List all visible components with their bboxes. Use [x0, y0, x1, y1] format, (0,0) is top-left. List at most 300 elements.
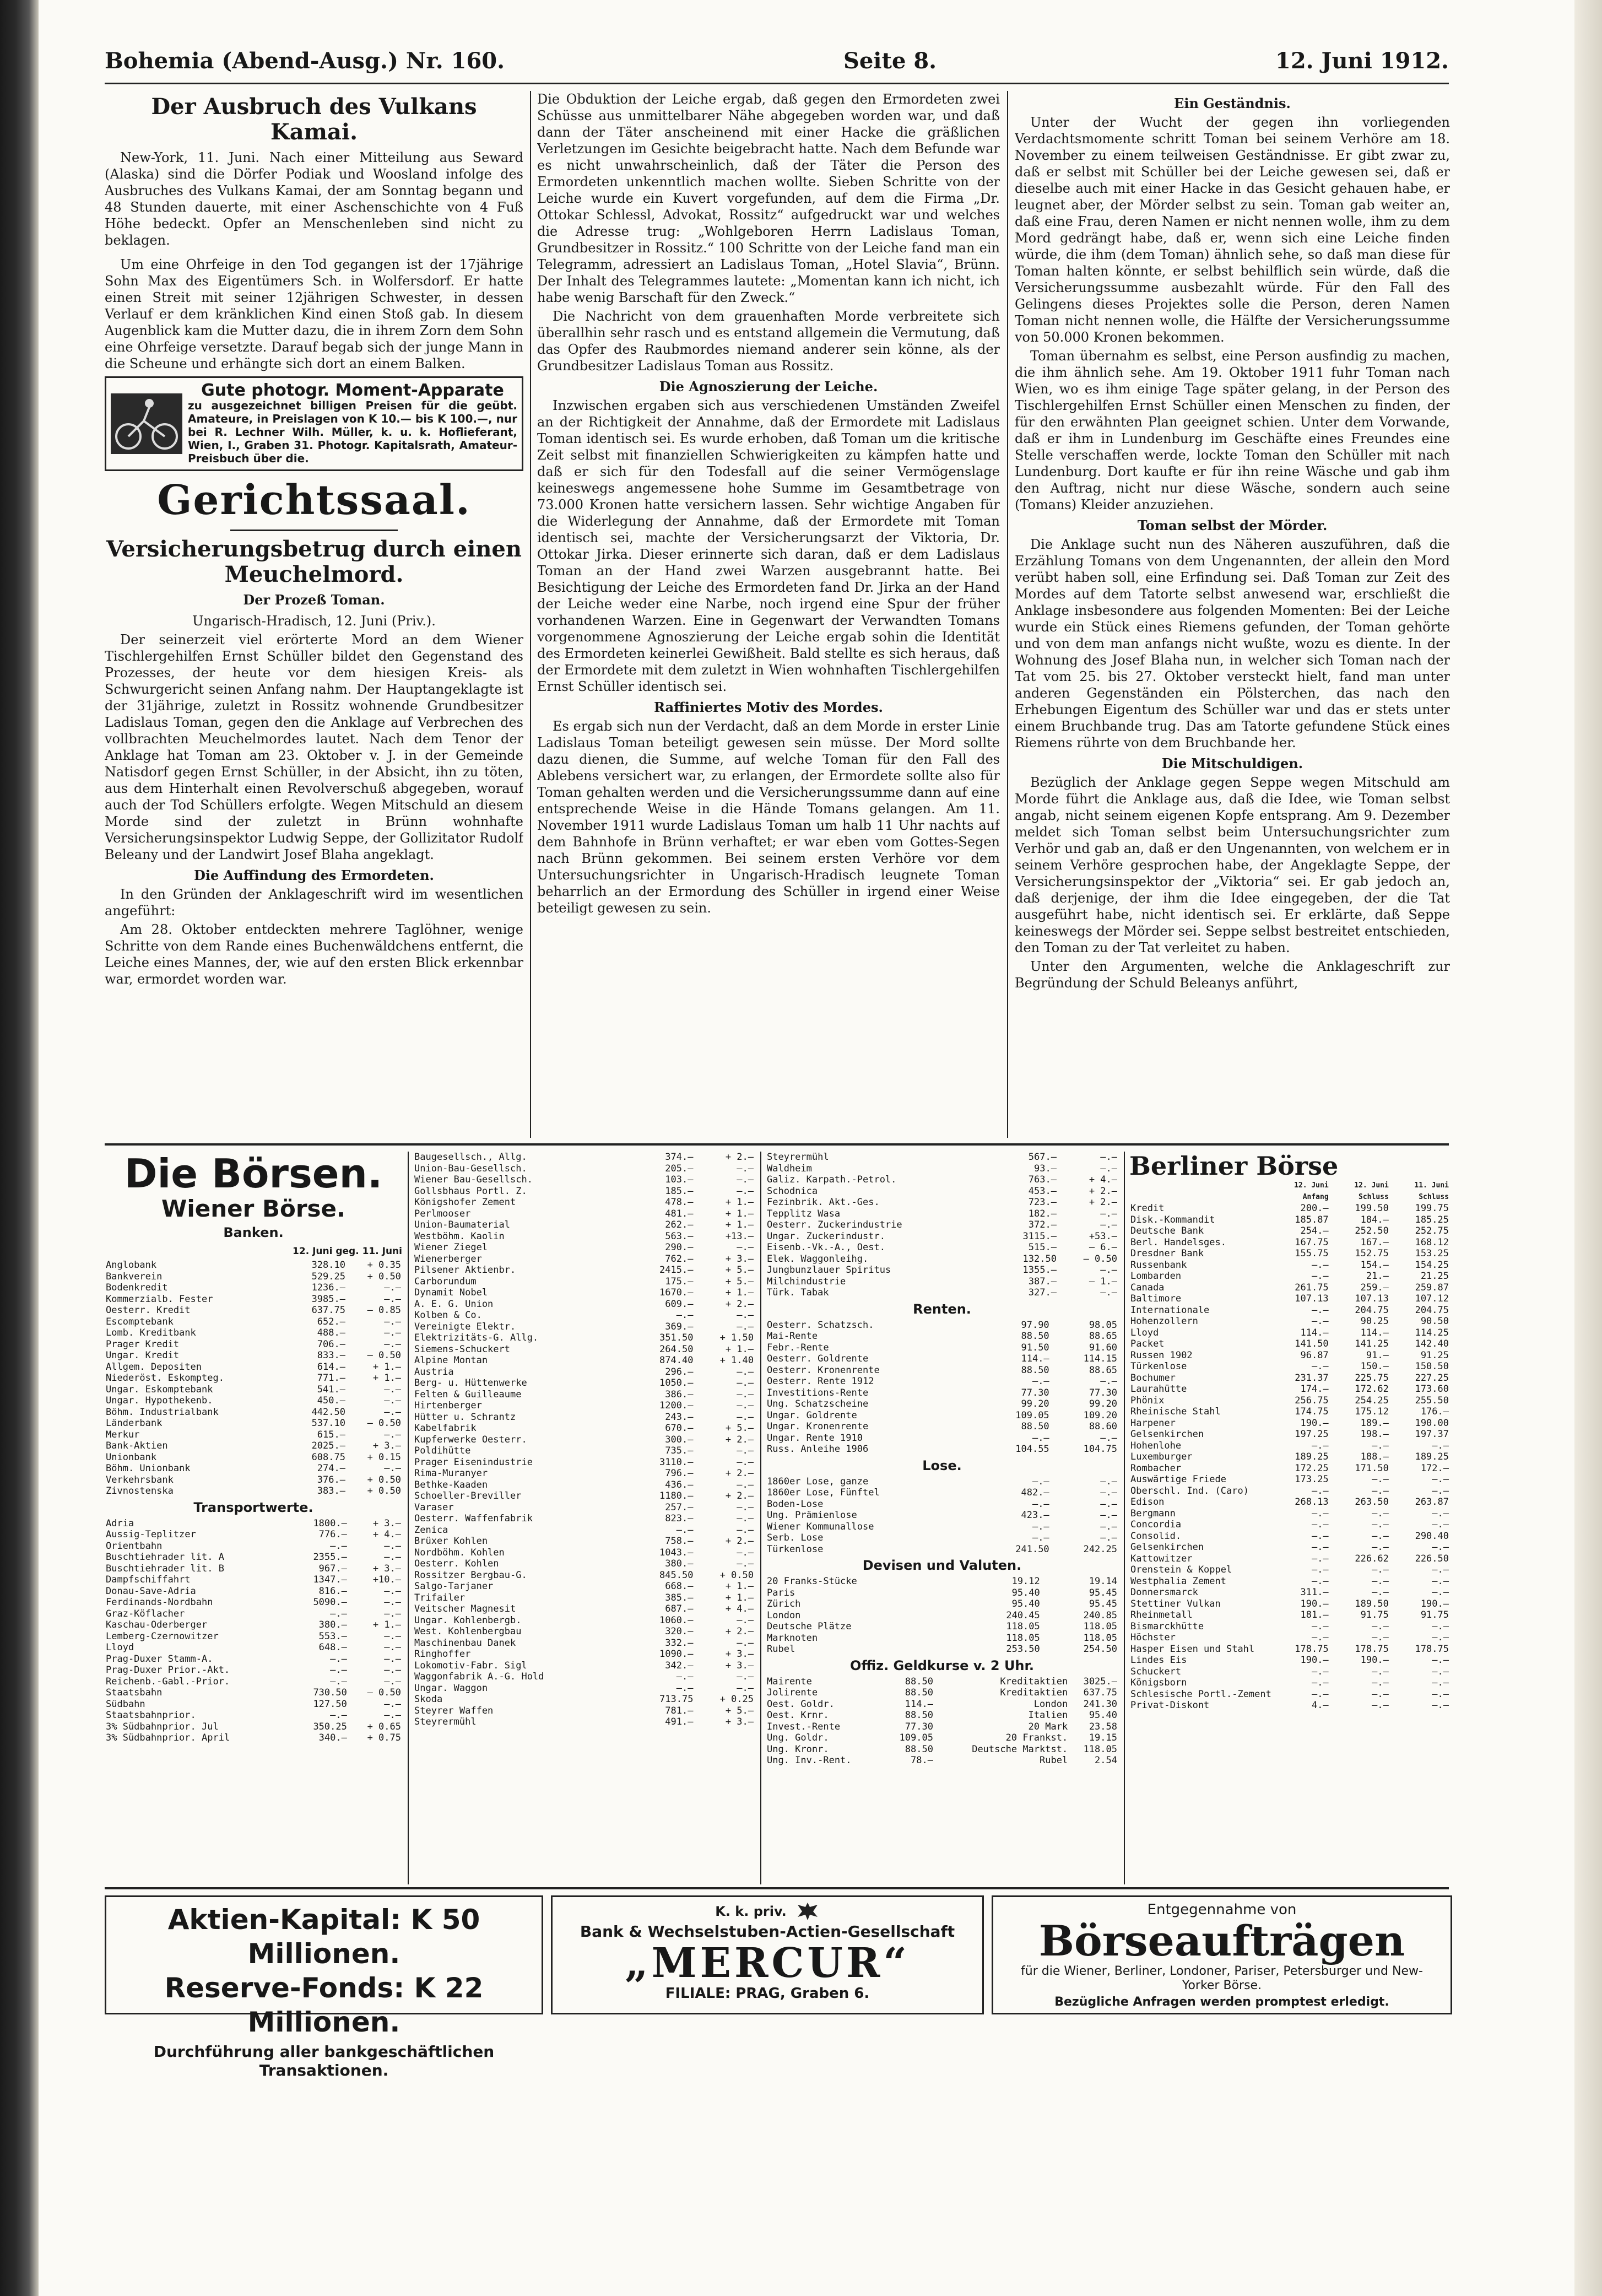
- table-row: [413, 1400, 755, 1412]
- table-row: [413, 1434, 755, 1446]
- table-row: [413, 1457, 755, 1468]
- berlin-exchange-title: Berliner Börse: [1129, 1152, 1339, 1181]
- table-row: [413, 1581, 755, 1592]
- security-name: A. E. G. Union: [414, 1298, 494, 1310]
- table-row: [1129, 1237, 1450, 1249]
- security-value: —.—: [737, 1400, 754, 1411]
- table-row: [1129, 1485, 1450, 1497]
- security-value: 91.75: [1420, 1609, 1449, 1620]
- security-name: Alpine Montan: [414, 1355, 488, 1366]
- security-name: Hütter u. Schrantz: [414, 1411, 516, 1423]
- security-name: Lokomotiv-Fabr. Sigl: [414, 1660, 527, 1671]
- column-3: [1015, 91, 1450, 1138]
- security-name: West. Kohlenbergbau: [414, 1626, 522, 1637]
- table-row: [766, 1510, 1118, 1521]
- security-name: Königsborn: [1130, 1677, 1187, 1688]
- security-value: 713.75: [659, 1694, 694, 1705]
- security-value: —.—: [1311, 1564, 1329, 1575]
- security-name: Rubel: [767, 1644, 795, 1655]
- security-value: —.—: [1100, 1287, 1117, 1298]
- table-row: [1129, 1451, 1450, 1463]
- security-value: 20 Frankst.: [1005, 1732, 1068, 1743]
- security-name: Zenica: [414, 1524, 448, 1536]
- security-value: + 3.—: [725, 1716, 754, 1727]
- security-value: 241.50: [1015, 1543, 1049, 1555]
- table-row: [413, 1163, 755, 1175]
- security-value: 104.75: [1083, 1444, 1117, 1455]
- table-row: [1129, 1700, 1450, 1711]
- security-value: 99.20: [1089, 1398, 1117, 1409]
- camera-ad-text: zu ausgezeichnet billigen Preisen für die geübt. Amateure, in Preislagen von K 10.— bis K 100.—, nur bei R. Lechner Wilh. Müller, k. u. k. Hoflieferant, Wien, I., Graben 31. Photogr. Kapitalsrath, Amateur-Preisbuch über die.: [188, 399, 517, 465]
- security-value: 762.—: [665, 1253, 694, 1265]
- security-value: 255.50: [1415, 1395, 1449, 1406]
- security-value: 185.87: [1295, 1214, 1329, 1225]
- security-value: 114.—: [1021, 1353, 1049, 1364]
- security-value: 311.—: [1300, 1587, 1329, 1598]
- security-value: 340.—: [318, 1732, 347, 1743]
- security-value: 197.37: [1415, 1429, 1449, 1440]
- security-value: London: [1033, 1698, 1068, 1710]
- security-value: 78.—: [910, 1755, 933, 1766]
- security-name: Bodenkredit: [106, 1282, 168, 1293]
- security-name: Carborundum: [414, 1276, 477, 1287]
- security-value: —.—: [1372, 1564, 1389, 1575]
- table-row: [1129, 1214, 1450, 1226]
- security-value: 103.—: [665, 1174, 694, 1185]
- security-value: —.—: [1432, 1508, 1449, 1519]
- security-value: 150.—: [1360, 1361, 1389, 1372]
- security-value: + 0.50: [719, 1569, 754, 1581]
- table-row: [1129, 1271, 1450, 1282]
- table-row: [413, 1231, 755, 1242]
- article-paragraph: Toman übernahm es selbst, eine Person ausfindig zu machen, die ihm ähnlich sehe. Am 19. Oktober 1911 fuhr Toman nach Wien, wo es ihm einige Tage später gelang, in der Person des Tischlergehilfen Ernst Schüller einen Menschen zu finden, der für den erwähnten Plan geeignet schien. Unter dem Vorwande, daß er ihm in Lundenburg im Geschäfte eines Freundes eine Stelle verschaffen werde, lockte Toman den Schüller mit nach Lundenburg. Dort kaufte er für ihn reine Wäsche und gab ihm den Auftrag, nicht nur diese Wäsche, sondern auch seine (Tomans) Kleider anzuziehen.: [1015, 348, 1450, 512]
- security-value: 652.—: [317, 1316, 345, 1327]
- security-name: Russen 1902: [1130, 1349, 1193, 1361]
- column-rule: [760, 1152, 761, 1884]
- security-value: 385.—: [665, 1592, 694, 1603]
- security-value: —.—: [737, 1547, 754, 1558]
- security-value: 107.12: [1415, 1293, 1449, 1304]
- table-row: [1129, 1576, 1450, 1587]
- security-name: Varaser: [414, 1501, 454, 1513]
- table-row: [766, 1755, 1118, 1766]
- security-value: 342.—: [665, 1660, 694, 1671]
- security-value: —.—: [1311, 1508, 1329, 1519]
- security-name: Lemberg-Czernowitzer: [106, 1630, 219, 1642]
- security-value: 567.—: [1028, 1152, 1057, 1163]
- security-name: Berl. Handelsges.: [1130, 1236, 1226, 1248]
- security-value: 167.—: [1360, 1236, 1389, 1248]
- security-value: 380.—: [318, 1619, 347, 1630]
- security-name: Elektrizitäts-G. Allg.: [414, 1332, 539, 1343]
- table-row: [766, 1398, 1118, 1410]
- security-name: Russ. Anleihe 1906: [767, 1444, 869, 1455]
- security-value: —.—: [737, 1366, 754, 1377]
- security-value: 185.—: [665, 1185, 694, 1197]
- table-row: [766, 1287, 1118, 1299]
- header-issue: Bohemia (Abend-Ausg.) Nr. 160.: [105, 47, 505, 74]
- table-row: [766, 1487, 1118, 1499]
- security-name: Dynamit Nobel: [414, 1287, 488, 1298]
- table-row: [413, 1412, 755, 1423]
- security-value: —.—: [1311, 1485, 1329, 1497]
- security-name: Bochumer: [1130, 1372, 1176, 1384]
- security-name: Oesterr. Kohlen: [414, 1558, 499, 1569]
- section-rule: [105, 1887, 1449, 1889]
- security-value: 88.50: [905, 1687, 933, 1698]
- table-row: [105, 1463, 402, 1474]
- table-row: [413, 1310, 755, 1321]
- security-value: 150.50: [1415, 1361, 1449, 1372]
- security-value: 189.25: [1415, 1451, 1449, 1462]
- table-row: [105, 1452, 402, 1463]
- security-value: +10.—: [372, 1574, 401, 1585]
- security-value: + 5.—: [725, 1705, 754, 1716]
- vienna-exchange-title: Wiener Börse.: [161, 1195, 345, 1222]
- security-value: —.—: [384, 1338, 401, 1350]
- security-name: Rheinische Stahl: [1130, 1406, 1221, 1417]
- boerse-column-4: [1129, 1152, 1450, 1884]
- table-row: [1129, 1225, 1450, 1237]
- table-row: [1129, 1350, 1450, 1362]
- table-row: [766, 1544, 1118, 1555]
- security-name: Niederöst. Eskompteg.: [106, 1373, 224, 1384]
- table-row: [105, 1597, 402, 1608]
- table-row: [413, 1615, 755, 1627]
- security-value: 189.50: [1355, 1598, 1389, 1609]
- security-name: Mai-Rente: [767, 1331, 818, 1342]
- security-value: 670.—: [665, 1423, 694, 1434]
- security-value: 188.—: [1360, 1451, 1389, 1462]
- security-value: —.—: [384, 1327, 401, 1338]
- security-value: 155.75: [1295, 1248, 1329, 1259]
- table-row: [1129, 1395, 1450, 1407]
- security-value: + 4.—: [372, 1529, 401, 1540]
- security-value: 274.—: [317, 1463, 345, 1474]
- table-row: [413, 1570, 755, 1581]
- security-name: Westböhm. Kaolin: [414, 1230, 505, 1242]
- security-value: —.—: [384, 1653, 401, 1665]
- security-value: 241.30: [1083, 1698, 1117, 1710]
- security-value: —.—: [1432, 1587, 1449, 1598]
- table-row: [413, 1423, 755, 1434]
- security-name: Ungar. Kohlenbergb.: [414, 1614, 522, 1626]
- security-value: + 1.—: [725, 1219, 754, 1230]
- security-value: 96.87: [1300, 1349, 1329, 1361]
- security-name: Orenstein & Koppel: [1130, 1564, 1232, 1575]
- security-value: 153.25: [1415, 1248, 1449, 1259]
- security-name: Felten & Guilleaume: [414, 1389, 522, 1400]
- security-name: Oesterr. Rente 1912: [767, 1376, 874, 1387]
- security-value: 1043.—: [659, 1547, 694, 1558]
- security-name: Consolid.: [1130, 1530, 1182, 1542]
- table-row: [105, 1429, 402, 1441]
- table-row: [105, 1676, 402, 1688]
- table-row: [105, 1574, 402, 1586]
- table-row: [1129, 1248, 1450, 1260]
- article-heading-insurance-fraud: Versicherungsbetrug durch einen Meuchelmord.: [106, 536, 522, 587]
- official-rates-table: [766, 1676, 1118, 1766]
- security-value: + 2.—: [1089, 1185, 1117, 1197]
- security-value: 488.—: [317, 1327, 345, 1338]
- security-value: —.—: [384, 1282, 401, 1293]
- table-row: [413, 1479, 755, 1491]
- security-name: Ung. Goldr.: [767, 1732, 829, 1743]
- security-value: —.—: [1311, 1553, 1329, 1564]
- table-row: [413, 1513, 755, 1525]
- security-value: 776.—: [318, 1529, 347, 1540]
- security-value: —.—: [1100, 1208, 1117, 1219]
- security-name: Lombarden: [1130, 1271, 1182, 1282]
- security-name: Pilsener Aktienbr.: [414, 1265, 516, 1276]
- security-name: Berg- u. Hüttenwerke: [414, 1377, 527, 1389]
- security-value: —.—: [1100, 1376, 1117, 1387]
- security-value: 254.25: [1355, 1395, 1389, 1406]
- table-row: [766, 1687, 1118, 1699]
- security-name: Marknoten: [767, 1632, 818, 1644]
- security-value: —.—: [384, 1316, 401, 1327]
- security-name: Orientbahn: [106, 1540, 163, 1552]
- security-value: 263.50: [1355, 1497, 1389, 1508]
- security-name: Reichenb.-Gabl.-Prior.: [106, 1676, 230, 1687]
- security-value: + 5.—: [725, 1423, 754, 1434]
- security-name: Ung. Inv.-Rent.: [767, 1755, 852, 1766]
- security-name: 20 Franks-Stücke: [767, 1576, 857, 1587]
- orders-ad-note: Bezügliche Anfragen werden promptest erledigt.: [1054, 1995, 1389, 2009]
- security-value: 231.37: [1295, 1372, 1329, 1384]
- security-value: Italien: [1028, 1710, 1068, 1721]
- security-value: 383.—: [317, 1485, 345, 1497]
- security-value: 190.—: [1300, 1598, 1329, 1609]
- security-name: Gollsbhaus Portl. Z.: [414, 1185, 527, 1197]
- table-row: [1129, 1282, 1450, 1294]
- security-value: + 2.—: [725, 1468, 754, 1479]
- security-value: 320.—: [665, 1626, 694, 1637]
- security-name: Kaschau-Oderberger: [106, 1619, 208, 1630]
- security-value: 190.—: [1420, 1598, 1449, 1609]
- table-row: [413, 1558, 755, 1570]
- security-value: 21.25: [1420, 1271, 1449, 1282]
- table-row: [766, 1254, 1118, 1265]
- table-row: [105, 1699, 402, 1710]
- security-value: —.—: [1372, 1688, 1389, 1700]
- table-row: [766, 1174, 1118, 1186]
- table-row: [766, 1152, 1118, 1163]
- security-name: Fezinbrik. Akt.-Ges.: [767, 1197, 880, 1208]
- security-value: 478.—: [665, 1197, 694, 1208]
- security-value: —.—: [1432, 1677, 1449, 1688]
- security-value: 104.55: [1015, 1444, 1049, 1455]
- table-row: [766, 1721, 1118, 1733]
- security-name: Kabelfabrik: [414, 1423, 477, 1434]
- table-row: [413, 1197, 755, 1208]
- security-value: 204.75: [1355, 1304, 1389, 1316]
- security-value: 268.13: [1295, 1497, 1329, 1508]
- security-value: 107.13: [1295, 1293, 1329, 1304]
- security-name: Buschtiehrader lit. A: [106, 1552, 224, 1563]
- security-name: Prager Eisenindustrie: [414, 1456, 533, 1468]
- security-value: 257.—: [665, 1501, 694, 1513]
- security-value: 95.45: [1089, 1598, 1117, 1609]
- industrial-stocks-table-2: [766, 1152, 1118, 1299]
- security-name: Paris: [767, 1587, 795, 1598]
- security-value: —.—: [1432, 1700, 1449, 1711]
- security-name: Wienerberger: [414, 1253, 482, 1265]
- security-value: 88.50: [1021, 1364, 1049, 1376]
- security-name: Phönix: [1130, 1395, 1165, 1406]
- security-value: —.—: [1311, 1620, 1329, 1632]
- orders-ad-exchanges: für die Wiener, Berliner, Londoner, Pariser, Petersburger und New-Yorker Börse.: [1021, 1964, 1423, 1992]
- security-value: —.—: [1032, 1532, 1049, 1543]
- security-value: + 0.50: [367, 1474, 401, 1485]
- table-row: [766, 1197, 1118, 1208]
- security-name: 1860er Lose, Fünftel: [767, 1487, 880, 1498]
- security-value: + 1.50: [719, 1332, 754, 1343]
- table-row: [1129, 1519, 1450, 1531]
- security-value: 833.—: [317, 1350, 345, 1361]
- table-row: [766, 1532, 1118, 1544]
- banks-column-head: 12. Juni geg. 11. Juni: [293, 1246, 402, 1257]
- security-value: + 4.—: [725, 1603, 754, 1614]
- security-value: —.—: [1311, 1519, 1329, 1530]
- security-name: Rossitzer Bergbau-G.: [414, 1569, 527, 1581]
- mercur-ad-kk: K. k. priv.: [715, 1904, 787, 1919]
- security-value: 190.—: [1300, 1417, 1329, 1429]
- security-value: 608.75: [311, 1451, 345, 1463]
- security-value: —.—: [384, 1642, 401, 1653]
- table-row: [1129, 1497, 1450, 1508]
- table-row: [766, 1387, 1118, 1399]
- security-value: 350.25: [313, 1721, 347, 1732]
- security-value: + 5.—: [725, 1265, 754, 1276]
- table-row: [1129, 1621, 1450, 1633]
- table-row: [105, 1710, 402, 1721]
- boerse-column-1: [105, 1152, 402, 1884]
- security-name: Kredit: [1130, 1203, 1165, 1214]
- table-row: [766, 1265, 1118, 1276]
- security-name: Invest.-Rente: [767, 1721, 841, 1732]
- security-name: Kolben & Co.: [414, 1310, 482, 1321]
- security-value: —.—: [1432, 1564, 1449, 1575]
- security-value: 141.50: [1295, 1338, 1329, 1349]
- security-value: —.—: [737, 1682, 754, 1694]
- mercur-advertisement: [551, 1895, 984, 2014]
- table-row: [1129, 1327, 1450, 1339]
- security-name: Dampfschiffahrt: [106, 1574, 191, 1585]
- security-value: 263.87: [1415, 1497, 1449, 1508]
- security-value: 637.75: [1083, 1687, 1117, 1698]
- security-value: 95.40: [1011, 1587, 1040, 1598]
- article-subheading: Die Mitschuldigen.: [1161, 755, 1303, 771]
- security-name: Zivnostenska: [106, 1485, 174, 1497]
- table-row: [105, 1518, 402, 1530]
- table-row: [413, 1377, 755, 1389]
- security-name: Königshofer Zement: [414, 1197, 516, 1208]
- security-value: — 0.85: [367, 1305, 401, 1316]
- security-value: + 1.—: [372, 1373, 401, 1384]
- security-name: Kommerzialb. Fester: [106, 1293, 213, 1305]
- article-paragraph: New-York, 11. Juni. Nach einer Mitteilung aus Seward (Alaska) sind die Dörfer Podiak und Woosland infolge des Ausbruches des Vulkans Kamai, der am Sonntag begann und 48 Stunden dauerte, mit einer Aschenschichte von 4 Fuß Höhe bedeckt. Opfer an Menschenleben sind nicht zu beklagen.: [105, 150, 523, 248]
- table-row: [413, 1547, 755, 1559]
- security-value: 88.50: [1021, 1331, 1049, 1342]
- security-value: —.—: [1432, 1440, 1449, 1451]
- security-value: 967.—: [318, 1563, 347, 1574]
- security-value: 332.—: [665, 1637, 694, 1649]
- security-value: —.—: [737, 1637, 754, 1649]
- security-name: Febr.-Rente: [767, 1342, 829, 1353]
- security-value: —.—: [1432, 1666, 1449, 1677]
- security-value: —.—: [1032, 1498, 1049, 1510]
- security-value: —.—: [1311, 1530, 1329, 1542]
- security-name: Siemens-Schuckert: [414, 1343, 510, 1355]
- security-value: 91.50: [1021, 1342, 1049, 1353]
- security-value: 154.—: [1360, 1259, 1389, 1271]
- security-value: 1050.—: [659, 1377, 694, 1389]
- security-value: —.—: [1372, 1508, 1389, 1519]
- security-value: + 2.—: [725, 1626, 754, 1637]
- table-row: [1129, 1463, 1450, 1474]
- security-value: 19.15: [1089, 1732, 1117, 1743]
- table-row: [105, 1552, 402, 1563]
- security-value: —.—: [737, 1321, 754, 1332]
- security-value: —.—: [1372, 1587, 1389, 1598]
- security-value: 240.45: [1006, 1609, 1040, 1621]
- security-value: + 3.—: [725, 1649, 754, 1660]
- table-row: [413, 1265, 755, 1276]
- security-value: 436.—: [665, 1479, 694, 1490]
- security-value: 171.50: [1355, 1462, 1389, 1474]
- table-row: [413, 1287, 755, 1299]
- security-value: —.—: [1311, 1304, 1329, 1316]
- security-value: 252.75: [1415, 1225, 1449, 1236]
- header-cell: 12. Juni Anfang: [1294, 1181, 1329, 1201]
- security-value: +13.—: [725, 1230, 754, 1242]
- security-name: Hohenlohe: [1130, 1440, 1182, 1451]
- table-row: [105, 1305, 402, 1316]
- table-row: [105, 1384, 402, 1396]
- security-value: 243.—: [665, 1411, 694, 1423]
- security-value: 154.25: [1415, 1259, 1449, 1271]
- security-value: —.—: [1372, 1620, 1389, 1632]
- security-name: Perlmooser: [414, 1208, 471, 1219]
- security-value: + 2.—: [725, 1434, 754, 1445]
- table-row: [1129, 1553, 1450, 1565]
- bonds-section-label: Renten.: [913, 1301, 971, 1317]
- table-row: [105, 1665, 402, 1676]
- security-value: 730.50: [313, 1687, 347, 1698]
- security-value: 1670.—: [659, 1287, 694, 1298]
- security-value: 4.—: [1311, 1700, 1329, 1711]
- table-row: [766, 1219, 1118, 1231]
- security-value: —.—: [330, 1676, 347, 1687]
- security-name: Edison: [1130, 1497, 1165, 1508]
- security-value: 95.45: [1089, 1587, 1117, 1598]
- security-value: —.—: [1032, 1432, 1049, 1444]
- security-value: —.—: [737, 1614, 754, 1626]
- security-name: Auswärtige Friede: [1130, 1474, 1226, 1485]
- security-name: Tepplitz Wasa: [767, 1208, 841, 1219]
- security-value: + 5.—: [725, 1276, 754, 1287]
- security-value: —.—: [737, 1242, 754, 1253]
- security-name: Privat-Diskont: [1130, 1700, 1210, 1711]
- security-name: Canada: [1130, 1282, 1165, 1293]
- security-value: 175.12: [1355, 1406, 1389, 1417]
- security-name: Rheinmetall: [1130, 1609, 1193, 1620]
- security-value: 1347.—: [313, 1574, 347, 1585]
- security-value: 259.87: [1415, 1282, 1449, 1293]
- security-name: Rombacher: [1130, 1462, 1182, 1474]
- security-value: —.—: [1311, 1271, 1329, 1282]
